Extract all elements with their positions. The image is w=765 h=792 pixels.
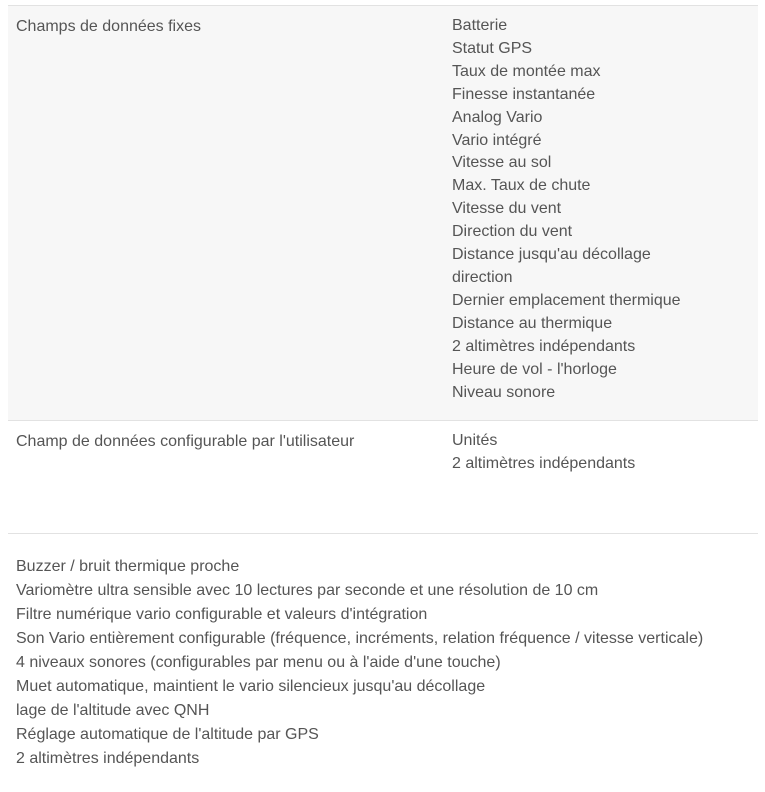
spec-table — [8, 5, 758, 534]
feature-item: Muet automatique, maintient le vario silencieux jusqu'au décollage — [16, 678, 486, 695]
value-item: Vitesse du vent — [452, 200, 562, 218]
value-item: Max. Taux de chute — [452, 177, 591, 195]
value-item: Batterie — [452, 17, 508, 34]
feature-item: Buzzer / bruit thermique proche — [16, 558, 240, 575]
row-values — [452, 6, 758, 420]
feature-list — [16, 555, 703, 771]
table-row-configurable-fields — [8, 421, 758, 534]
row-label: Champs de données fixes — [16, 18, 201, 35]
value-item: 2 altimètres indépendants — [452, 454, 636, 472]
feature-item: Filtre numérique vario configurable et valeurs d'intégration — [16, 606, 428, 623]
table-row-fixed-fields — [8, 6, 758, 421]
feature-item: 4 niveaux sonores (configurables par menu ou à l'aide d'une touche) — [16, 654, 501, 671]
value-item: Heure de vol - l'horloge — [452, 360, 617, 378]
value-item: Distance au thermique — [452, 314, 613, 332]
value-item: Vitesse au sol — [452, 154, 552, 172]
value-item: Distance jusqu'au décollage — [452, 246, 651, 264]
row-values — [452, 421, 758, 533]
value-item: Finesse instantanée — [452, 85, 596, 103]
value-item: direction — [452, 268, 513, 286]
feature-item: 2 altimètres indépendants — [16, 750, 200, 767]
value-item: Dernier emplacement thermique — [452, 291, 681, 309]
feature-item: Variomètre ultra sensible avec 10 lectures par seconde et une résolution de 10 cm — [16, 582, 599, 599]
value-item: Taux de montée max — [452, 62, 601, 80]
value-item: 2 altimètres indépendants — [452, 337, 636, 355]
value-item: Unités — [452, 432, 498, 449]
value-item: Vario intégré — [452, 131, 542, 149]
value-item: Analog Vario — [452, 108, 543, 126]
feature-item: Son Vario entièrement configurable (fréquence, incréments, relation fréquence / vitesse verticale) — [16, 630, 704, 647]
value-item: Direction du vent — [452, 223, 573, 241]
row-label: Champ de données configurable par l'utilisateur — [16, 433, 355, 450]
feature-item: Réglage automatique de l'altitude par GPS — [16, 726, 319, 743]
feature-item: lage de l'altitude avec QNH — [16, 702, 210, 719]
value-item: Statut GPS — [452, 39, 533, 57]
value-item: Niveau sonore — [452, 383, 556, 401]
